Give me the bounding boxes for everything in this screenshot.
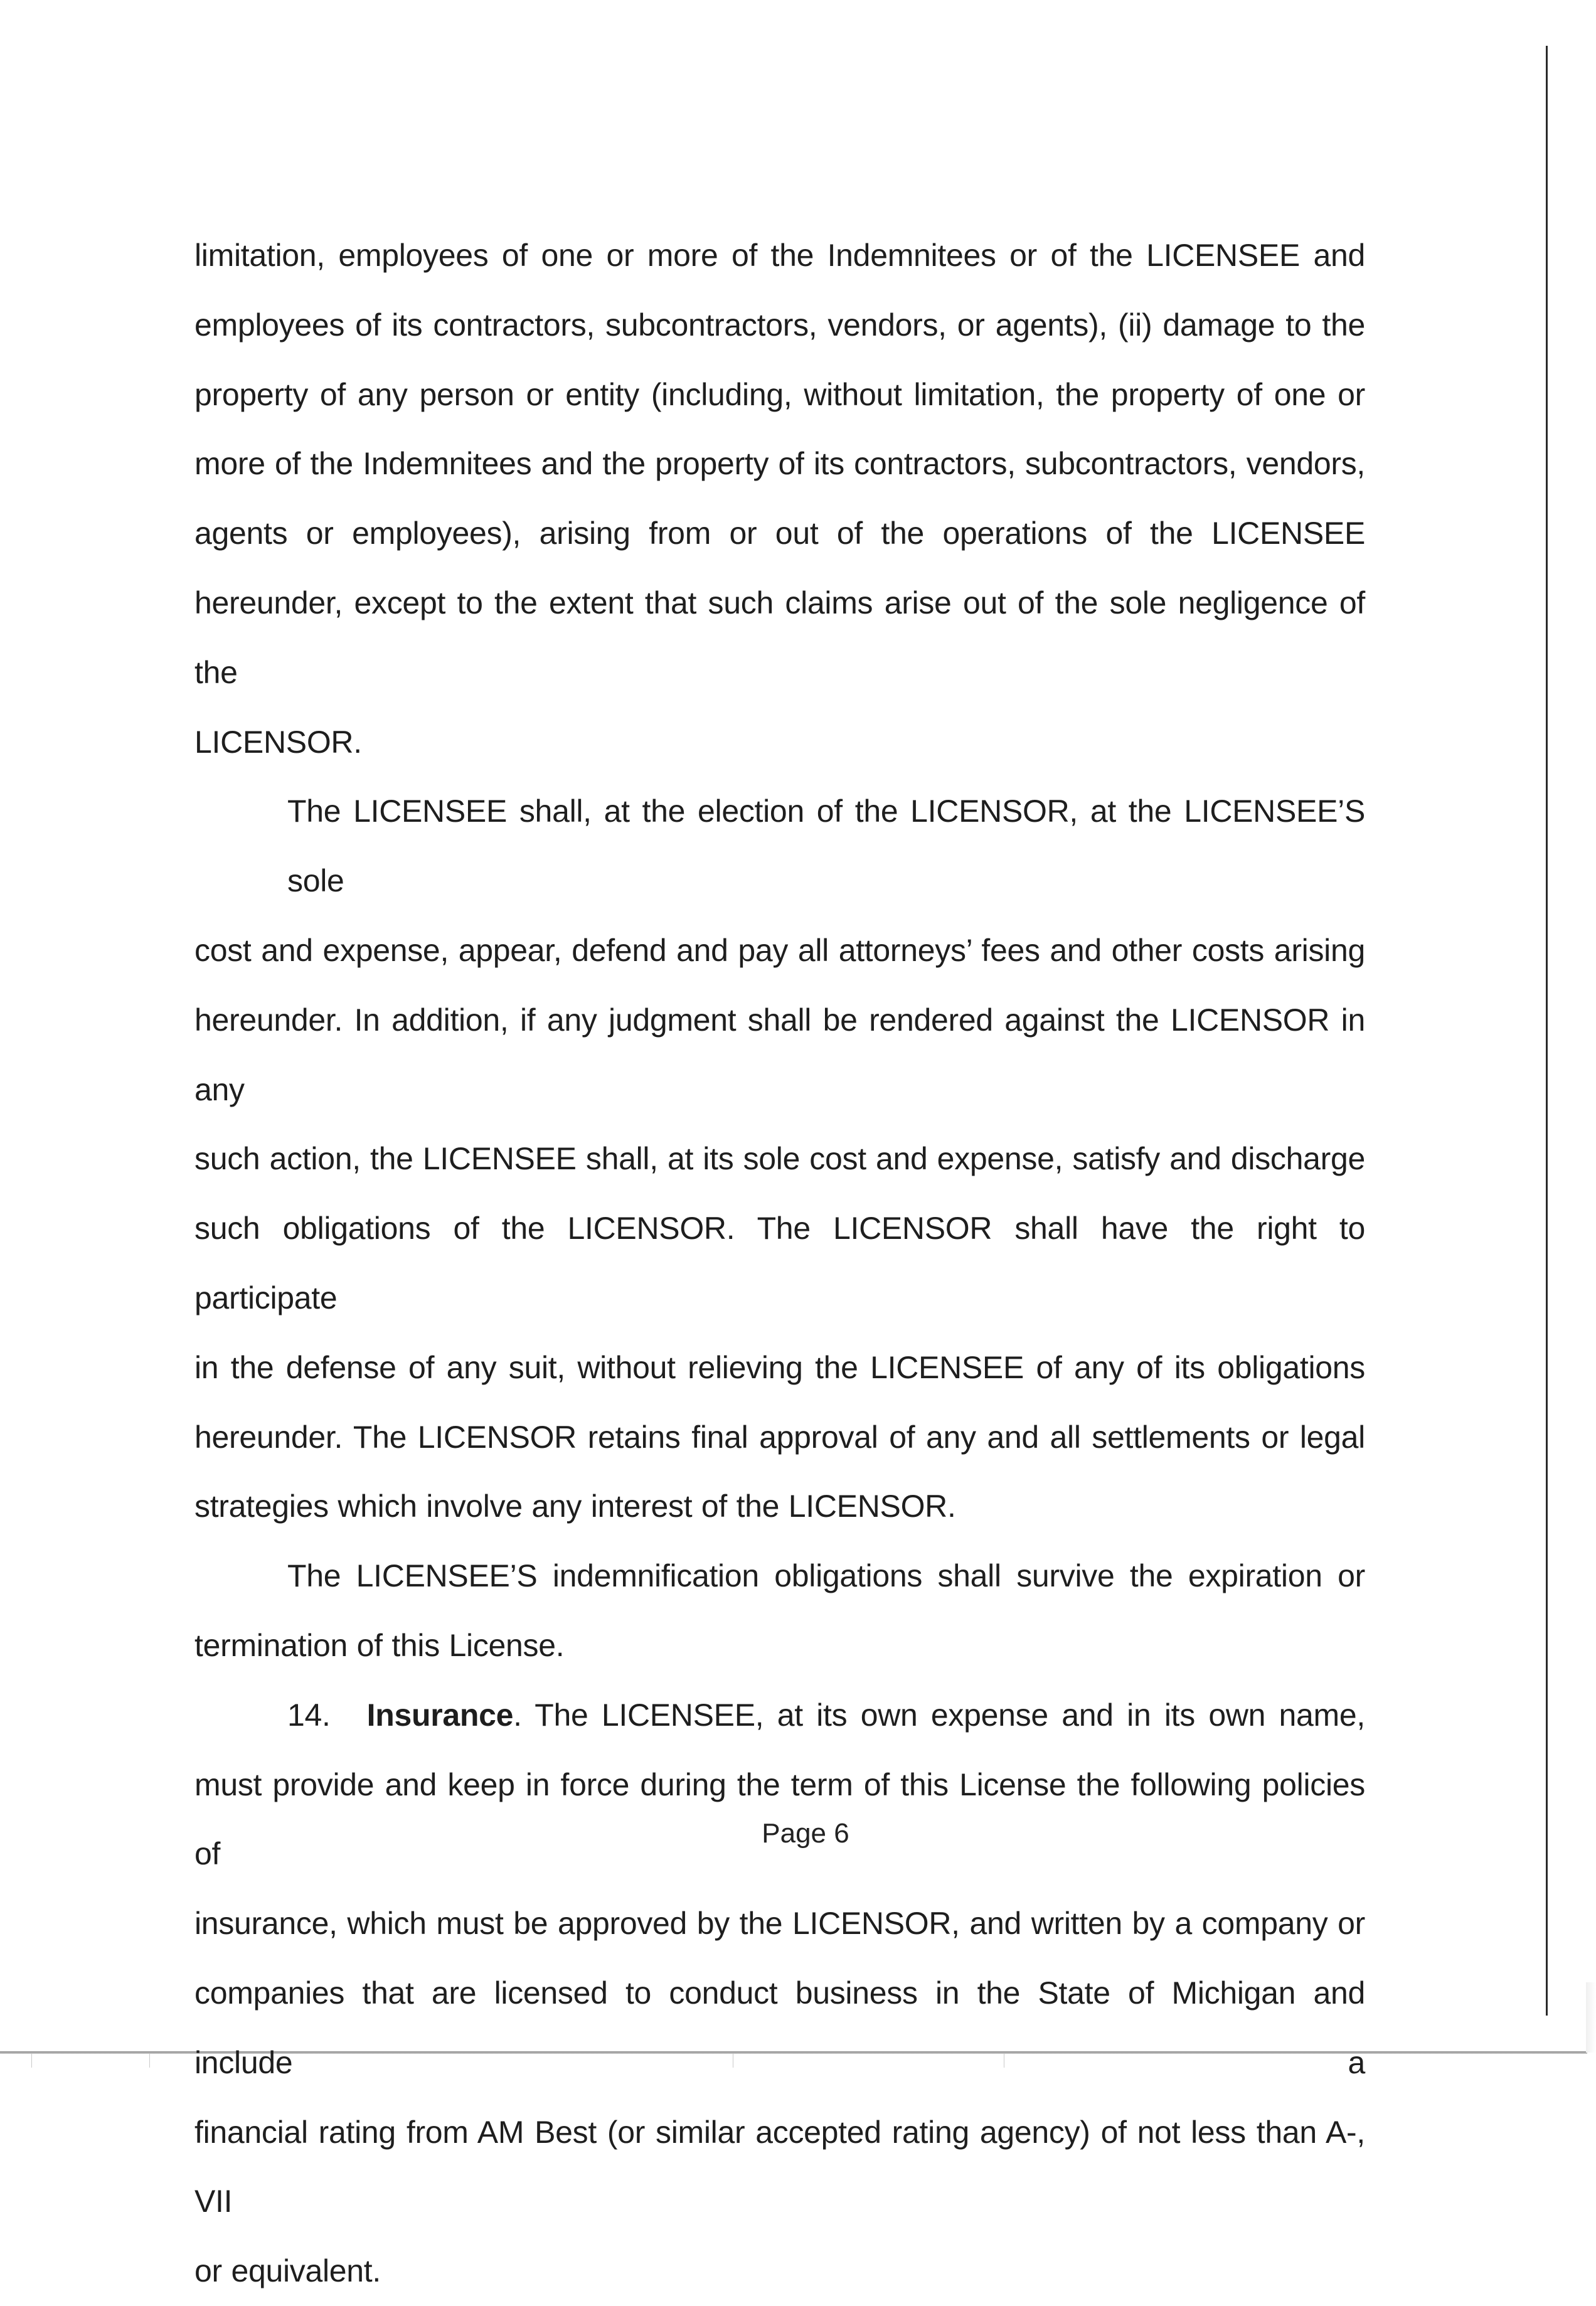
text-line: strategies which involve any interest of the LICENSOR. bbox=[194, 1489, 956, 1524]
text-line: LICENSOR. bbox=[194, 724, 362, 760]
scan-edge-corner-shadow bbox=[1586, 1982, 1596, 2053]
text-line: property of any person or entity (including, without limitation, the property of one or bbox=[194, 376, 1365, 412]
section-heading: Insurance bbox=[366, 1697, 514, 1733]
text-line: insurance, which must be approved by the LICENSOR, and written by a company or bbox=[194, 1906, 1365, 1942]
scan-artifact-tick bbox=[31, 2054, 32, 2068]
text-line: or equivalent. bbox=[194, 2253, 381, 2289]
paragraph-defense-obligations bbox=[194, 777, 1365, 1541]
scan-edge-right-line bbox=[1546, 46, 1548, 2016]
text-line: companies that are licensed to conduct business in the State of Michigan and include a bbox=[194, 1975, 1365, 2080]
text-line: The LICENSEE shall, at the election of the LICENSOR, at the LICENSEE’S sole bbox=[287, 794, 1365, 899]
text-line: hereunder, except to the extent that such claims arise out of the sole negligence of the bbox=[194, 585, 1365, 690]
page-number-label: Page 6 bbox=[762, 1818, 849, 1849]
section-first-line-text: . The LICENSEE, at its own expense and in its own name, bbox=[513, 1697, 1365, 1733]
document-body bbox=[194, 221, 1365, 2306]
text-line: cost and expense, appear, defend and pay all attorneys’ fees and other costs arising bbox=[194, 932, 1365, 968]
paragraph-section-14-insurance bbox=[194, 1681, 1365, 2306]
page-number bbox=[0, 1818, 1596, 1849]
text-line: employees of its contractors, subcontractors, vendors, or agents), (ii) damage to the bbox=[194, 307, 1365, 343]
paragraph-indemnification-continued bbox=[194, 221, 1365, 777]
text-line: termination of this License. bbox=[194, 1627, 565, 1663]
text-line: hereunder. In addition, if any judgment shall be rendered against the LICENSOR in any bbox=[194, 1002, 1365, 1107]
text-line: such obligations of the LICENSOR. The LICENSOR shall have the right to participate bbox=[194, 1211, 1365, 1315]
text-line: The LICENSEE’S indemnification obligations shall survive the expiration or bbox=[287, 1558, 1365, 1594]
text-line: in the defense of any suit, without relieving the LICENSEE of any of its obligations bbox=[194, 1349, 1365, 1385]
section-14-first-line bbox=[194, 1681, 1365, 1750]
text-line: financial rating from AM Best (or similar accepted rating agency) of not less than A-, VII bbox=[194, 2114, 1365, 2219]
paragraph-survival bbox=[194, 1541, 1365, 1681]
text-line: such action, the LICENSEE shall, at its sole cost and expense, satisfy and discharge bbox=[194, 1141, 1365, 1177]
section-number: 14. bbox=[287, 1697, 331, 1733]
text-line: limitation, employees of one or more of the Indemnitees or of the LICENSEE and bbox=[194, 238, 1365, 273]
text-line: more of the Indemnitees and the property of its contractors, subcontractors, vendors, bbox=[194, 446, 1365, 482]
text-line: hereunder. The LICENSOR retains final approval of any and all settlements or legal bbox=[194, 1419, 1365, 1455]
scan-artifact-tick bbox=[149, 2054, 150, 2068]
text-line: agents or employees), arising from or out of the operations of the LICENSEE bbox=[194, 516, 1365, 551]
text-line: must provide and keep in force during the term of this License the following policies of bbox=[194, 1767, 1365, 1872]
